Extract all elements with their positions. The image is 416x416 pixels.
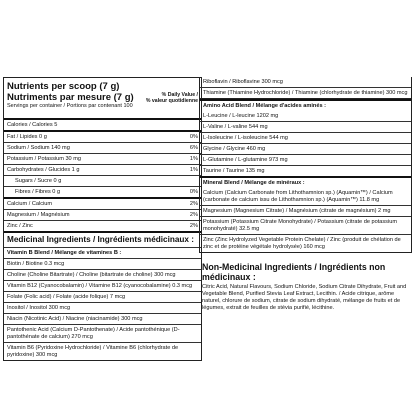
vitamin-row: Riboflavin / Riboflavine 300 mcg	[203, 78, 283, 85]
vitamin-row: Folate (Folic acid) / Folate (acide folique) 7 mcg	[4, 291, 201, 302]
nutrient-row	[4, 209, 201, 220]
amino-acid-row: L-Isoleucine / L-isoleucine 544 mg	[200, 132, 411, 143]
vitamin-row: Choline (Choline Bitartrate) / Choline (bitartrate de choline) 300 mcg	[4, 269, 201, 280]
servings-per-container: Servings per container / Portions par contenant 100	[7, 103, 133, 109]
nutrient-list	[4, 118, 201, 231]
nutrient-label: Sodium / Sodium 140 mg	[7, 144, 70, 151]
amino-list	[200, 111, 411, 176]
nutrient-row	[4, 130, 201, 142]
nutrient-label: Carbohydrates / Glucides 1 g	[7, 166, 80, 173]
amino-acid-box	[199, 99, 412, 253]
nutrient-label: Sugars / Sucre 0 g	[15, 177, 62, 184]
amino-acid-blend-label: Amino Acid Blend / Mélange d'acides aminés :	[200, 99, 411, 111]
nutrient-label: Calcium / Calcium	[7, 200, 53, 207]
amino-acid-row: L-Leucine / L-leucine 1202 mg	[203, 112, 279, 119]
amino-acid-row: Glycine / Glycine 460 mg	[200, 143, 411, 154]
nutrient-row	[4, 118, 201, 130]
non-medicinal-text: Citric Acid, Natural Flavours, Sodium Chloride, Sodium Citrate Dihydrate, Fruit and Vegetable Blend, Purified Stevia Leaf Extract, Lecithin. / Acide citrique, arôme naturel, chlorure de sodium, citrate de sodium dihydraté, mélange de fruits et de légumes, extrait de feuilles de stévia purifié, lécithine.	[202, 284, 407, 311]
panel-header	[4, 78, 201, 118]
nutrient-label: Calories / Calories 5	[7, 121, 58, 128]
title-fr: Nutriments par mesure (7 g)	[7, 92, 134, 103]
vitamin-row: Thiamine (Thiamine Hydrochloride) / Thiamine (chlorhydrate de thiamine) 300 mcg	[200, 87, 411, 98]
mineral-row: Magnesium (Magnesium Citrate) / Magnésium (citrate de magnésium) 2 mg	[200, 205, 411, 216]
nutrient-daily-value: 1%	[189, 155, 198, 162]
nutrient-daily-value: 0%	[189, 133, 198, 140]
nutrient-label: Potassium / Potassium 30 mg	[7, 155, 81, 162]
nutrient-row	[4, 153, 201, 164]
nutrient-daily-value: 2%	[189, 222, 198, 229]
vitamin-list	[4, 258, 201, 360]
amino-acid-row: L-Valine / L-valine 544 mg	[200, 121, 411, 132]
vitamin-row: Vitamin B12 (Cyanocobalamin) / Vitamine B12 (cyanocobalamine) 0.3 mcg	[4, 280, 201, 291]
mineral-list	[200, 188, 411, 252]
amino-acid-row: Taurine / Taurine 135 mg	[200, 165, 411, 176]
medicinal-ingredients-title: Medicinal Ingredients / Ingrédients médicinaux :	[4, 231, 201, 247]
amino-acid-row: L-Glutamine / L-glutamine 973 mg	[200, 154, 411, 165]
vitamin-row: Pantothenic Acid (Calcium D-Pantothenate) / Acide pantothénique (D-pantothénate de calcium) 270 mcg	[4, 324, 201, 342]
nutrient-daily-value: 6%	[189, 144, 198, 151]
ingredients-column	[199, 77, 412, 314]
nutrient-daily-value: 2%	[189, 200, 198, 207]
nutrient-daily-value: 1%	[189, 166, 198, 173]
nutrient-label: Zinc / Zinc	[7, 222, 33, 229]
nutrient-label: Fat / Lipides 0 g	[7, 133, 47, 140]
non-medicinal-title: Non-Medicinal Ingredients / Ingrédients non médicinaux :	[202, 262, 386, 282]
daily-value-header: % Daily Value / % valeur quotidienne	[145, 92, 198, 104]
vitamin-row: Inositol / Inositol 300 mcg	[4, 302, 201, 313]
nutrient-daily-value: 2%	[189, 211, 198, 218]
mineral-row: Calcium (Calcium Carbonate from Lithothamnion sp.) (Aquamin™) / Calcium (carbonate de calcium issu de Lithothamnion sp.) (Aquamin™) 11.8 mg	[203, 189, 393, 203]
nutrition-facts-panel	[3, 77, 202, 361]
vitamin-row: Niacin (Nicotinic Acid) / Niacine (niacinamide) 300 mcg	[4, 313, 201, 324]
nutrient-row	[4, 197, 201, 209]
vitamin-b-blend-label: Vitamin B Blend / Mélange de vitamines B :	[4, 247, 201, 258]
nutrient-row	[4, 142, 201, 153]
mineral-row: Zinc (Zinc Hydrolyzed Vegetable Protein Chelate) / Zinc (produit de chélation de zinc et de protéine végétale hydrolysée) 160 mcg	[200, 234, 411, 252]
nutrient-row	[4, 220, 201, 231]
vitamin-row: Biotin / Biotine 0.3 mcg	[4, 258, 201, 269]
nutrient-label: Fibres / Fibres 0 g	[15, 188, 61, 195]
vitamin-continued-box	[199, 77, 412, 99]
nutrient-daily-value: 0%	[189, 188, 198, 195]
nutrient-row	[4, 175, 201, 186]
vitamin-row: Vitamin B6 (Pyridoxine Hydrochloride) / Vitamine B6 (chlorhydrate de pyridoxine) 300 mcg	[4, 342, 201, 360]
mineral-row: Potassium (Potassium Citrate Monohydrate) / Potassium (citrate de potassium monohydraté) 32.5 mg	[200, 216, 411, 234]
mineral-blend-label: Mineral Blend / Mélange de minéraux :	[200, 176, 411, 188]
nutrient-row	[4, 164, 201, 175]
title-en: Nutrients per scoop (7 g)	[7, 81, 120, 92]
nutrient-label: Magnesium / Magnésium	[7, 211, 70, 218]
nutrient-row	[4, 186, 201, 197]
